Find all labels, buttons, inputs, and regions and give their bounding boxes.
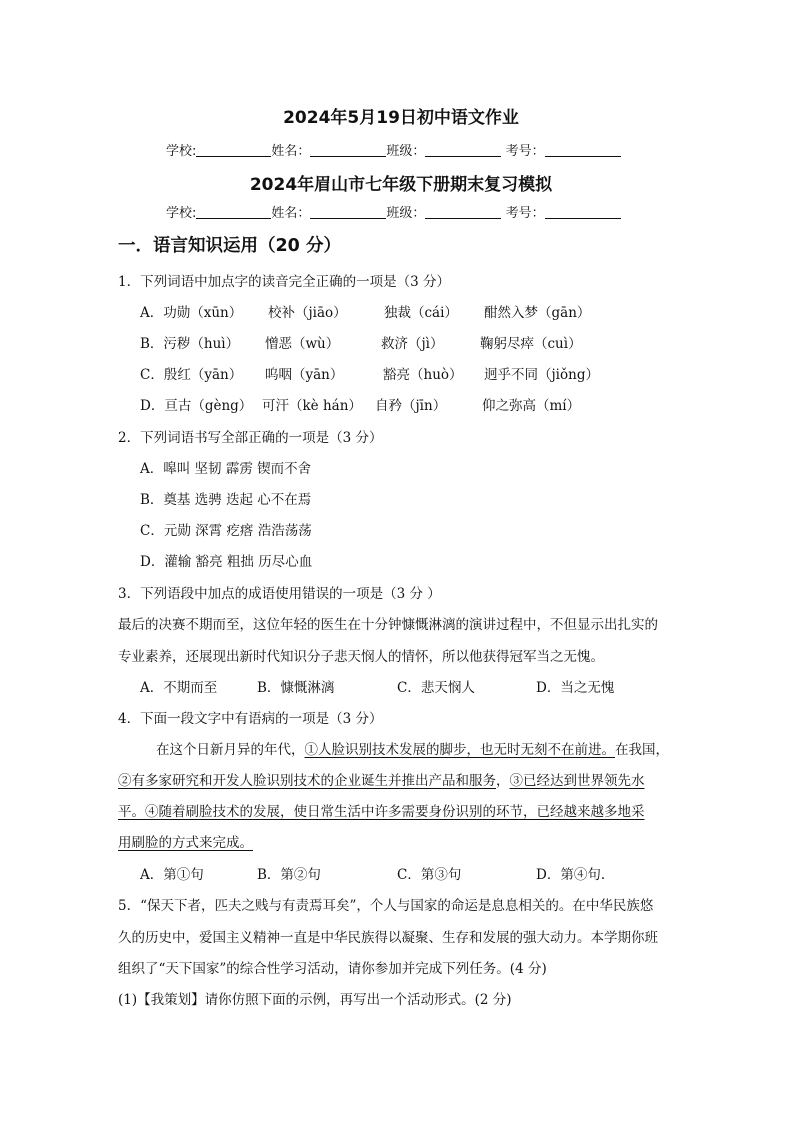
school-blank[interactable]: [196, 143, 271, 157]
q2-option-d: D．灌输 豁亮 粗拙 历尽心血: [140, 554, 313, 570]
exam-title: 2024年眉山市七年级下册期末复习模拟: [249, 175, 553, 195]
exam-number-label: 考号：: [505, 206, 545, 221]
q4-sentence-4: ④随着刷脸技术的发展，使日常生活中许多需要身份识别的环节，已经越来越多地采: [145, 804, 645, 820]
q3-option-b: B．慷慨淋漓: [257, 680, 335, 696]
question-3-stem: 3．下列语段中加点的成语使用错误的一项是（3 分 ）: [118, 586, 441, 602]
q1-option-b-word: 鞠躬尽瘁（cuì）: [480, 336, 582, 352]
class-label: 班级：: [386, 144, 426, 159]
school-label: 学校:: [166, 206, 197, 221]
exam-number-blank[interactable]: [545, 205, 621, 219]
name-label: 姓名：: [271, 144, 311, 159]
q2-option-b: B．奠基 选骋 迭起 心不在焉: [140, 492, 312, 508]
q4-text: 在我国，: [615, 742, 669, 758]
question-5-sub-1: (1)【我策划】请你仿照下面的示例，再写出一个活动形式。(2 分): [118, 992, 512, 1008]
question-2-stem: 2．下列词语书写全部正确的一项是（3 分）: [118, 430, 383, 446]
q1-option-c-word: 迥乎不同（jiǒng）: [484, 367, 599, 383]
class-blank[interactable]: [425, 143, 501, 157]
q1-option-b: B．污秽（huì）: [140, 336, 240, 352]
q1-option-a-word: 校补（jiāo）: [268, 305, 347, 321]
q1-option-a: A．功勋（xūn）: [140, 305, 243, 321]
q4-sentence-3: ③已经达到世界领先水: [509, 773, 645, 789]
exam-number-blank[interactable]: [545, 143, 621, 157]
class-blank[interactable]: [425, 205, 501, 219]
q4-option-d: D．第④句.: [536, 867, 606, 883]
q3-option-d: D．当之无愧: [536, 680, 615, 696]
student-info-row: [166, 202, 621, 221]
q4-option-b: B．第②句: [257, 867, 321, 883]
q3-passage-line: 专业素养，还展现出新时代知识分子悲天悯人的情怀，所以他获得冠军当之无愧。: [118, 649, 604, 665]
q4-sentence-4-end: 用刷脸的方式来完成。: [118, 835, 253, 851]
q4-sentence-1: ①人脸识别技术发展的脚步，也无时无刻不在前进。: [304, 742, 615, 758]
q4-text: 在这个日新月异的年代，: [156, 742, 305, 758]
q1-option-d-word: 仰之弥高（mí）: [482, 398, 581, 414]
question-5-line: 组织了“天下国家”的综合性学习活动，请你参加并完成下列任务。(4 分): [118, 961, 547, 977]
school-blank[interactable]: [196, 205, 271, 219]
name-label: 姓名：: [271, 206, 311, 221]
q1-option-d-word: 可汗（kè hán）: [262, 398, 362, 414]
q4-option-a: A．第①句: [140, 867, 204, 883]
q3-option-a: A．不期而至: [140, 680, 218, 696]
q1-option-b-word: 救济（jì）: [381, 336, 444, 352]
page-title: 2024年5月19日初中语文作业: [283, 108, 519, 128]
exam-number-label: 考号：: [505, 144, 545, 159]
q2-option-c: C．元勋 深霄 疙瘩 浩浩荡荡: [140, 523, 312, 539]
q1-option-c-word: 豁亮（huò）: [383, 367, 463, 383]
name-blank[interactable]: [310, 143, 386, 157]
question-4-stem: 4．下面一段文字中有语病的一项是（3 分）: [118, 711, 383, 727]
section-heading: 一．语言知识运用（20 分）: [118, 236, 341, 256]
q3-passage-line: 最后的决赛不期而至，这位年轻的医生在十分钟慷慨淋漓的演讲过程中，不但显示出扎实的: [118, 617, 658, 633]
question-5-line: 久的历史中，爱国主义精神一直是中华民族得以凝聚、生存和发展的强大动力。本学期你班: [118, 930, 658, 946]
q4-passage-line: [118, 831, 253, 851]
q4-text: ，: [496, 773, 510, 789]
q2-option-a: A．嗥叫 坚韧 霹雳 锲而不舍: [140, 461, 312, 477]
q4-option-c: C．第③句: [397, 867, 462, 883]
name-blank[interactable]: [310, 205, 386, 219]
student-info-row: [166, 140, 621, 159]
q4-passage-line: [156, 738, 669, 758]
class-label: 班级：: [386, 206, 426, 221]
question-1-stem: 1．下列词语中加点字的读音完全正确的一项是（3 分）: [118, 274, 450, 290]
q1-option-a-word: 酣然入梦（gān）: [484, 305, 591, 321]
q4-sentence-2: ②有多家研究和开发人脸识别技术的企业诞生并推出产品和服务: [118, 773, 496, 789]
q4-sentence-3-end: 平。: [118, 804, 145, 820]
q1-option-a-word: 独裁（cái）: [384, 305, 458, 321]
question-5-line: 5．“保天下者，匹夫之贱与有责焉耳矣”，个人与国家的命运是息息相关的。在中华民族悠: [118, 898, 654, 914]
q3-option-c: C．悲天悯人: [397, 680, 475, 696]
q1-option-d-word: 自矜（jīn）: [375, 398, 447, 414]
q1-option-c-word: 呜咽（yān）: [265, 367, 344, 383]
q4-passage-line: [118, 800, 645, 820]
q4-passage-line: [118, 769, 645, 789]
q1-option-d: D．亘古（gèng）: [140, 398, 253, 414]
q1-option-b-word: 憎恶（wù）: [265, 336, 340, 352]
school-label: 学校:: [166, 144, 197, 159]
q1-option-c: C．殷红（yān）: [140, 367, 243, 383]
